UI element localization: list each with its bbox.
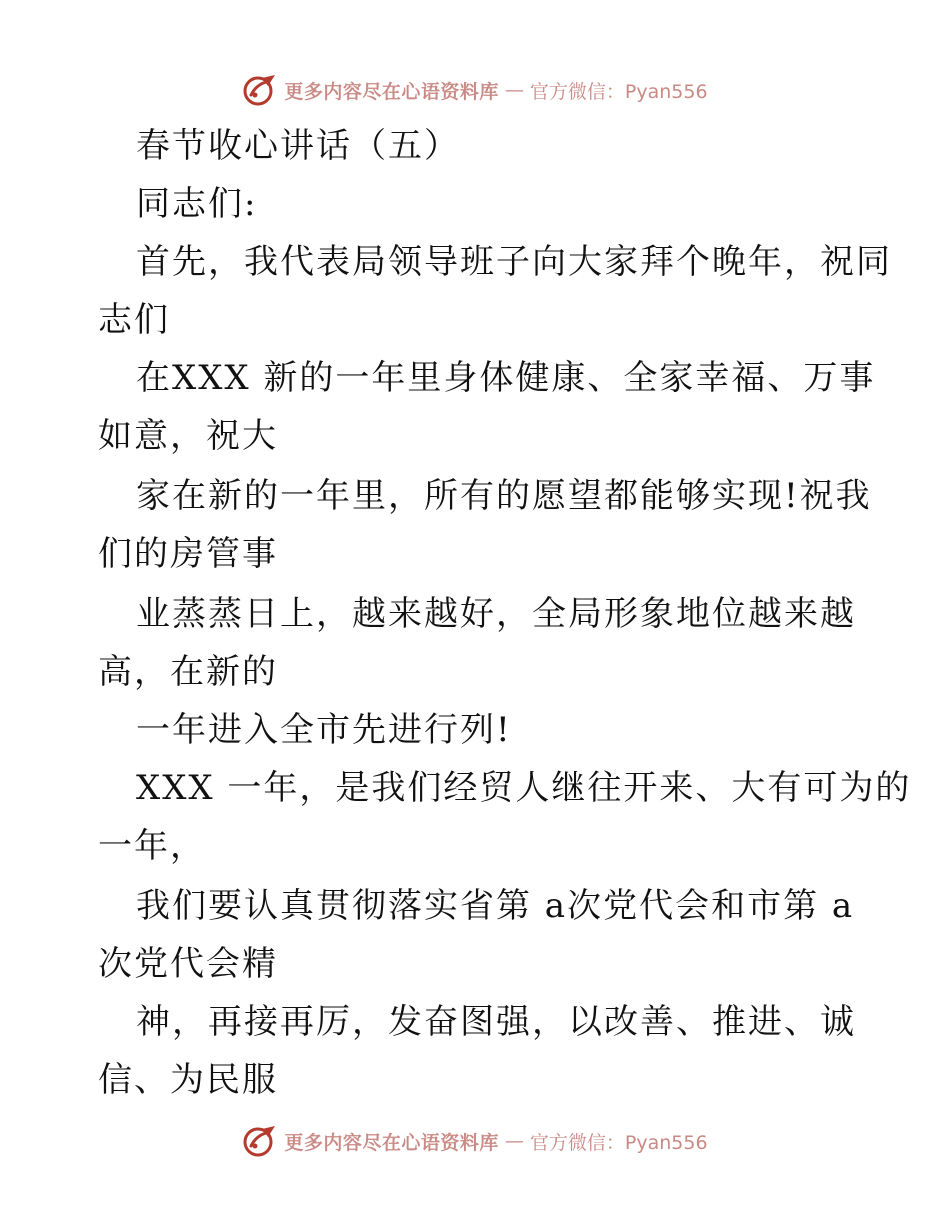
footer-banner-content [242,1124,707,1158]
footer-banner [0,1121,950,1161]
paragraph-line: 志们 [98,300,170,340]
paragraph-line: 次党代会精 [98,944,278,984]
paragraph-line: 一年， [98,826,206,866]
banner-wechat: 官方微信：Pyan556 [529,80,708,103]
paragraph-line: 首先，我代表局领导班子向大家拜个晚年，祝同 [136,242,892,282]
paragraph-line: 一年进入全市先进行列! [136,710,512,750]
banner-separator: — [504,79,524,101]
paragraph-line: 神，再接再厉，发奋图强，以改善、推进、诚 [136,1002,856,1042]
paragraph-line: 如意，祝大 [98,416,278,456]
paragraph-line: 家在新的一年里，所有的愿望都能够实现!祝我 [136,476,872,516]
banner-title: 更多内容尽在心语资料库 [284,80,499,103]
pen-logo-icon [242,1124,278,1158]
pen-logo-icon [242,73,278,107]
header-banner-content [242,73,707,107]
paragraph-line: 我们要认真贯彻落实省第 a次党代会和市第 a [136,886,855,926]
banner-title: 更多内容尽在心语资料库 [284,1131,499,1154]
paragraph-line: 业蒸蒸日上，越来越好，全局形象地位越来越 [136,594,856,634]
paragraph-line: 在XXX 新的一年里身体健康、全家幸福、万事 [136,358,876,398]
doc-title: 春节收心讲话（五） [136,126,460,166]
paragraph-line: 信、为民服 [98,1060,278,1100]
paragraph-line: 高，在新的 [98,652,278,692]
banner-separator: — [504,1130,524,1152]
salutation: 同志们: [136,184,258,224]
paragraph-line: XXX 一年，是我们经贸人继往开来、大有可为的 [136,768,912,808]
header-banner [0,70,950,110]
paragraph-line: 们的房管事 [98,534,278,574]
banner-wechat: 官方微信：Pyan556 [529,1131,708,1154]
